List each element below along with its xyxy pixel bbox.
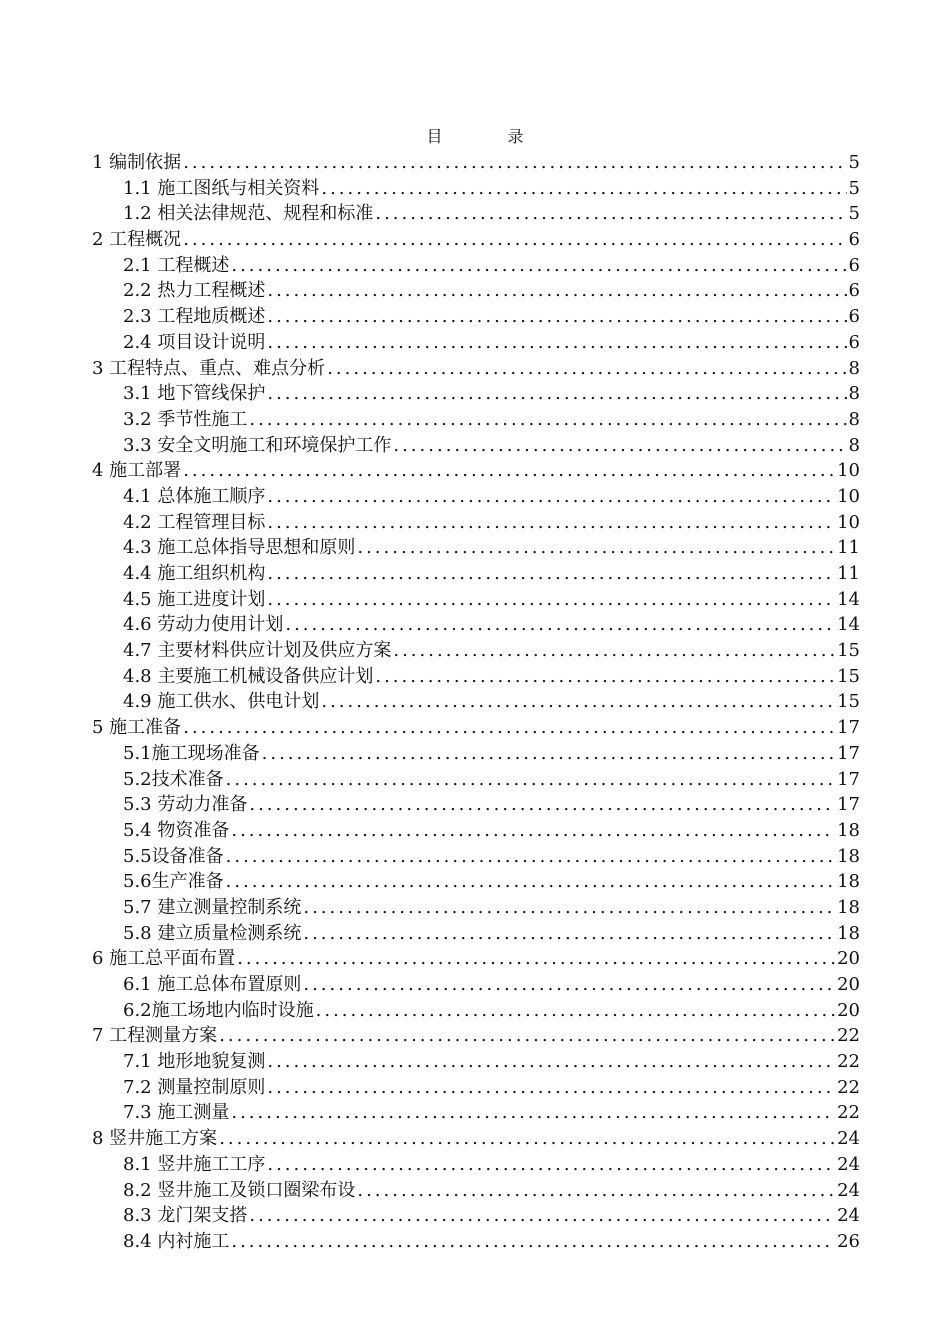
- toc-dot-leader: [183, 458, 835, 484]
- toc-entry-label: 8.3 龙门架支搭: [123, 1205, 248, 1227]
- toc-entry-label: 5.5设备准备: [123, 845, 224, 867]
- toc-dot-leader: [316, 998, 835, 1024]
- toc-entry[interactable]: [92, 587, 860, 613]
- toc-entry-page-number: 22: [837, 1025, 860, 1047]
- toc-entry-page-number: 10: [837, 511, 860, 533]
- toc-entry-page-number: 5: [848, 203, 860, 225]
- toc-entry[interactable]: [92, 176, 860, 202]
- toc-entry-page-number: 20: [837, 974, 860, 995]
- toc-entry-label: 5.1施工现场准备: [123, 742, 260, 764]
- toc-dot-leader: [303, 895, 835, 921]
- toc-entry-label: 1.1 施工图纸与相关资料: [123, 177, 320, 199]
- toc-entry-label: 4 施工部署: [92, 460, 182, 482]
- toc-entry-page-number: 17: [837, 717, 860, 739]
- toc-entry[interactable]: [92, 946, 860, 972]
- toc-entry[interactable]: [92, 689, 860, 715]
- toc-entry-label: 8.1 竖井施工工序: [123, 1153, 266, 1175]
- toc-entry-page-number: 6: [848, 280, 860, 302]
- toc-entry-label: 1 编制依据: [92, 152, 182, 173]
- toc-entry-page-number: 22: [837, 1051, 860, 1073]
- toc-entry-page-number: 18: [837, 896, 860, 918]
- toc-entry[interactable]: [92, 895, 860, 921]
- toc-entry-page-number: 11: [837, 563, 860, 584]
- toc-dot-leader: [393, 638, 835, 664]
- toc-entry[interactable]: [92, 253, 860, 279]
- toc-dot-leader: [267, 1075, 835, 1101]
- toc-entry[interactable]: [92, 844, 860, 870]
- toc-entry-label: 4.3 施工总体指导思想和原则: [123, 537, 356, 559]
- toc-entry-label: 5.2技术准备: [123, 768, 224, 790]
- toc-entry-page-number: 18: [837, 922, 860, 944]
- toc-dot-leader: [267, 1152, 835, 1178]
- toc-dot-leader: [219, 1126, 835, 1152]
- toc-entry-label: 7.2 测量控制原则: [123, 1076, 266, 1098]
- toc-entry-page-number: 18: [837, 871, 860, 893]
- toc-dot-leader: [249, 792, 835, 818]
- toc-entry-label: 5 施工准备: [92, 717, 182, 739]
- toc-title: 目 录: [426, 127, 554, 146]
- toc-entry[interactable]: [92, 767, 860, 793]
- toc-dot-leader: [357, 535, 835, 561]
- toc-dot-leader: [231, 1100, 835, 1126]
- toc-entry-label: 4.6 劳动力使用计划: [123, 614, 284, 636]
- toc-dot-leader: [267, 381, 846, 407]
- toc-dot-leader: [321, 689, 835, 715]
- toc-entry-page-number: 24: [837, 1179, 860, 1201]
- toc-entry-page-number: 14: [837, 588, 860, 610]
- toc-dot-leader: [231, 253, 846, 279]
- toc-dot-leader: [285, 612, 835, 638]
- toc-entry[interactable]: [92, 869, 860, 895]
- toc-entry-page-number: 8: [848, 434, 860, 456]
- toc-entry[interactable]: [92, 201, 860, 227]
- toc-dot-leader: [267, 561, 835, 587]
- toc-dot-leader: [267, 1049, 835, 1075]
- toc-dot-leader: [375, 201, 846, 227]
- toc-dot-leader: [226, 767, 835, 793]
- toc-dot-leader: [226, 869, 835, 895]
- toc-entry[interactable]: [92, 664, 860, 690]
- toc-entry-page-number: 5: [848, 152, 860, 173]
- toc-entry-page-number: 6: [848, 254, 860, 276]
- toc-entry-page-number: 6: [848, 229, 860, 251]
- toc-entry-label: 3.1 地下管线保护: [123, 383, 266, 405]
- toc-entry-page-number: 17: [837, 742, 860, 764]
- toc-dot-leader: [267, 304, 846, 330]
- toc-entry-label: 7 工程测量方案: [92, 1025, 218, 1047]
- toc-entry-label: 4.8 主要施工机械设备供应计划: [123, 665, 374, 687]
- toc-entry-page-number: 6: [848, 331, 860, 353]
- toc-entry[interactable]: [92, 1152, 860, 1178]
- toc-entry-page-number: 24: [837, 1128, 860, 1150]
- toc-entry-page-number: 11: [837, 537, 860, 559]
- toc-entry-page-number: 18: [837, 819, 860, 841]
- toc-entry-label: 7.1 地形地貌复测: [123, 1051, 266, 1073]
- toc-dot-leader: [237, 946, 835, 972]
- toc-entry-page-number: 6: [848, 306, 860, 328]
- toc-entry-label: 2.2 热力工程概述: [123, 280, 266, 302]
- toc-entry-label: 4.5 施工进度计划: [123, 588, 266, 610]
- toc-entry-page-number: 20: [837, 948, 860, 970]
- toc-dot-leader: [303, 972, 835, 998]
- toc-entry-label: 5.6生产准备: [123, 871, 224, 893]
- toc-entry-page-number: 20: [837, 999, 860, 1021]
- toc-entry-label: 5.8 建立质量检测系统: [123, 922, 302, 944]
- toc-entry[interactable]: [92, 150, 860, 176]
- toc-dot-leader: [357, 1178, 835, 1204]
- toc-entry-page-number: 15: [837, 640, 860, 662]
- table-of-contents: [92, 150, 860, 1255]
- toc-entry-page-number: 14: [837, 614, 860, 636]
- toc-entry-label: 4.4 施工组织机构: [123, 563, 266, 584]
- toc-entry-page-number: 22: [837, 1076, 860, 1098]
- toc-entry[interactable]: [92, 304, 860, 330]
- toc-entry-label: 1.2 相关法律规范、规程和标准: [123, 203, 374, 225]
- toc-entry[interactable]: [92, 1100, 860, 1126]
- toc-entry[interactable]: [92, 433, 860, 459]
- toc-entry-page-number: 22: [837, 1102, 860, 1124]
- toc-entry[interactable]: [92, 1049, 860, 1075]
- toc-entry-label: 8.2 竖井施工及锁口圈梁布设: [123, 1179, 356, 1201]
- toc-dot-leader: [249, 1203, 835, 1229]
- toc-entry[interactable]: [92, 638, 860, 664]
- toc-entry[interactable]: [92, 998, 860, 1024]
- toc-entry-page-number: 8: [848, 408, 860, 430]
- toc-entry[interactable]: [92, 1023, 860, 1049]
- toc-entry-label: 2.3 工程地质概述: [123, 306, 266, 328]
- toc-dot-leader: [249, 407, 846, 433]
- toc-entry[interactable]: [92, 1126, 860, 1152]
- toc-entry[interactable]: [92, 1229, 860, 1255]
- toc-entry-label: 5.3 劳动力准备: [123, 794, 248, 816]
- toc-entry[interactable]: [92, 484, 860, 510]
- toc-entry-label: 2.4 项目设计说明: [123, 331, 266, 353]
- toc-dot-leader: [183, 715, 835, 741]
- toc-dot-leader: [375, 664, 835, 690]
- toc-dot-leader: [183, 150, 846, 176]
- toc-dot-leader: [183, 227, 846, 253]
- toc-entry-label: 2.1 工程概述: [123, 254, 230, 276]
- toc-entry-page-number: 15: [837, 665, 860, 687]
- toc-entry-label: 8 竖井施工方案: [92, 1128, 218, 1150]
- toc-entry[interactable]: [92, 792, 860, 818]
- toc-dot-leader: [267, 330, 846, 356]
- toc-entry-label: 4.2 工程管理目标: [123, 511, 266, 533]
- toc-entry-page-number: 10: [837, 485, 860, 507]
- toc-entry-label: 2 工程概况: [92, 229, 182, 251]
- toc-dot-leader: [267, 278, 846, 304]
- toc-entry-page-number: 5: [848, 177, 860, 199]
- toc-entry-label: 3.3 安全文明施工和环境保护工作: [123, 434, 392, 456]
- toc-entry[interactable]: [92, 356, 860, 382]
- toc-entry[interactable]: [92, 535, 860, 561]
- toc-entry[interactable]: [92, 330, 860, 356]
- toc-entry[interactable]: [92, 612, 860, 638]
- toc-dot-leader: [267, 484, 835, 510]
- toc-entry[interactable]: [92, 227, 860, 253]
- toc-entry-page-number: 18: [837, 845, 860, 867]
- toc-dot-leader: [231, 818, 835, 844]
- toc-entry[interactable]: [92, 1178, 860, 1204]
- toc-entry[interactable]: [92, 972, 860, 998]
- toc-dot-leader: [231, 1229, 835, 1255]
- toc-dot-leader: [262, 741, 835, 767]
- toc-dot-leader: [226, 844, 835, 870]
- toc-entry-label: 4.7 主要材料供应计划及供应方案: [123, 640, 392, 662]
- toc-entry[interactable]: [92, 715, 860, 741]
- toc-dot-leader: [267, 510, 835, 536]
- toc-entry-label: 3.2 季节性施工: [123, 408, 248, 430]
- toc-entry[interactable]: [92, 818, 860, 844]
- toc-entry[interactable]: [92, 510, 860, 536]
- toc-entry-label: 4.1 总体施工顺序: [123, 485, 266, 507]
- toc-dot-leader: [219, 1023, 835, 1049]
- toc-entry[interactable]: [92, 381, 860, 407]
- toc-entry-label: 6.2施工场地内临时设施: [123, 999, 314, 1021]
- toc-entry[interactable]: [92, 741, 860, 767]
- toc-entry-page-number: 15: [837, 691, 860, 713]
- toc-dot-leader: [267, 587, 835, 613]
- toc-dot-leader: [321, 176, 846, 202]
- toc-dot-leader: [303, 921, 835, 947]
- toc-entry-page-number: 24: [837, 1205, 860, 1227]
- toc-entry-label: 7.3 施工测量: [123, 1102, 230, 1124]
- toc-entry[interactable]: [92, 921, 860, 947]
- toc-entry-label: 8.4 内衬施工: [123, 1230, 230, 1252]
- toc-entry[interactable]: [92, 407, 860, 433]
- toc-dot-leader: [327, 356, 846, 382]
- toc-entry-page-number: 26: [837, 1230, 860, 1252]
- toc-entry-page-number: 17: [837, 768, 860, 790]
- toc-entry-page-number: 8: [848, 357, 860, 379]
- toc-entry-label: 6 施工总平面布置: [92, 948, 236, 970]
- toc-entry-label: 6.1 施工总体布置原则: [123, 974, 302, 995]
- toc-entry[interactable]: [92, 458, 860, 484]
- toc-dot-leader: [393, 433, 846, 459]
- toc-entry-label: 3 工程特点、重点、难点分析: [92, 357, 326, 379]
- toc-entry-label: 4.9 施工供水、供电计划: [123, 691, 320, 713]
- toc-entry-page-number: 24: [837, 1153, 860, 1175]
- toc-entry[interactable]: [92, 1203, 860, 1229]
- toc-entry[interactable]: [92, 1075, 860, 1101]
- toc-entry-label: 5.4 物资准备: [123, 819, 230, 841]
- toc-entry[interactable]: [92, 278, 860, 304]
- toc-entry-page-number: 8: [848, 383, 860, 405]
- toc-entry-page-number: 10: [837, 460, 860, 482]
- toc-entry-label: 5.7 建立测量控制系统: [123, 896, 302, 918]
- toc-entry-page-number: 17: [837, 794, 860, 816]
- toc-entry[interactable]: [92, 561, 860, 587]
